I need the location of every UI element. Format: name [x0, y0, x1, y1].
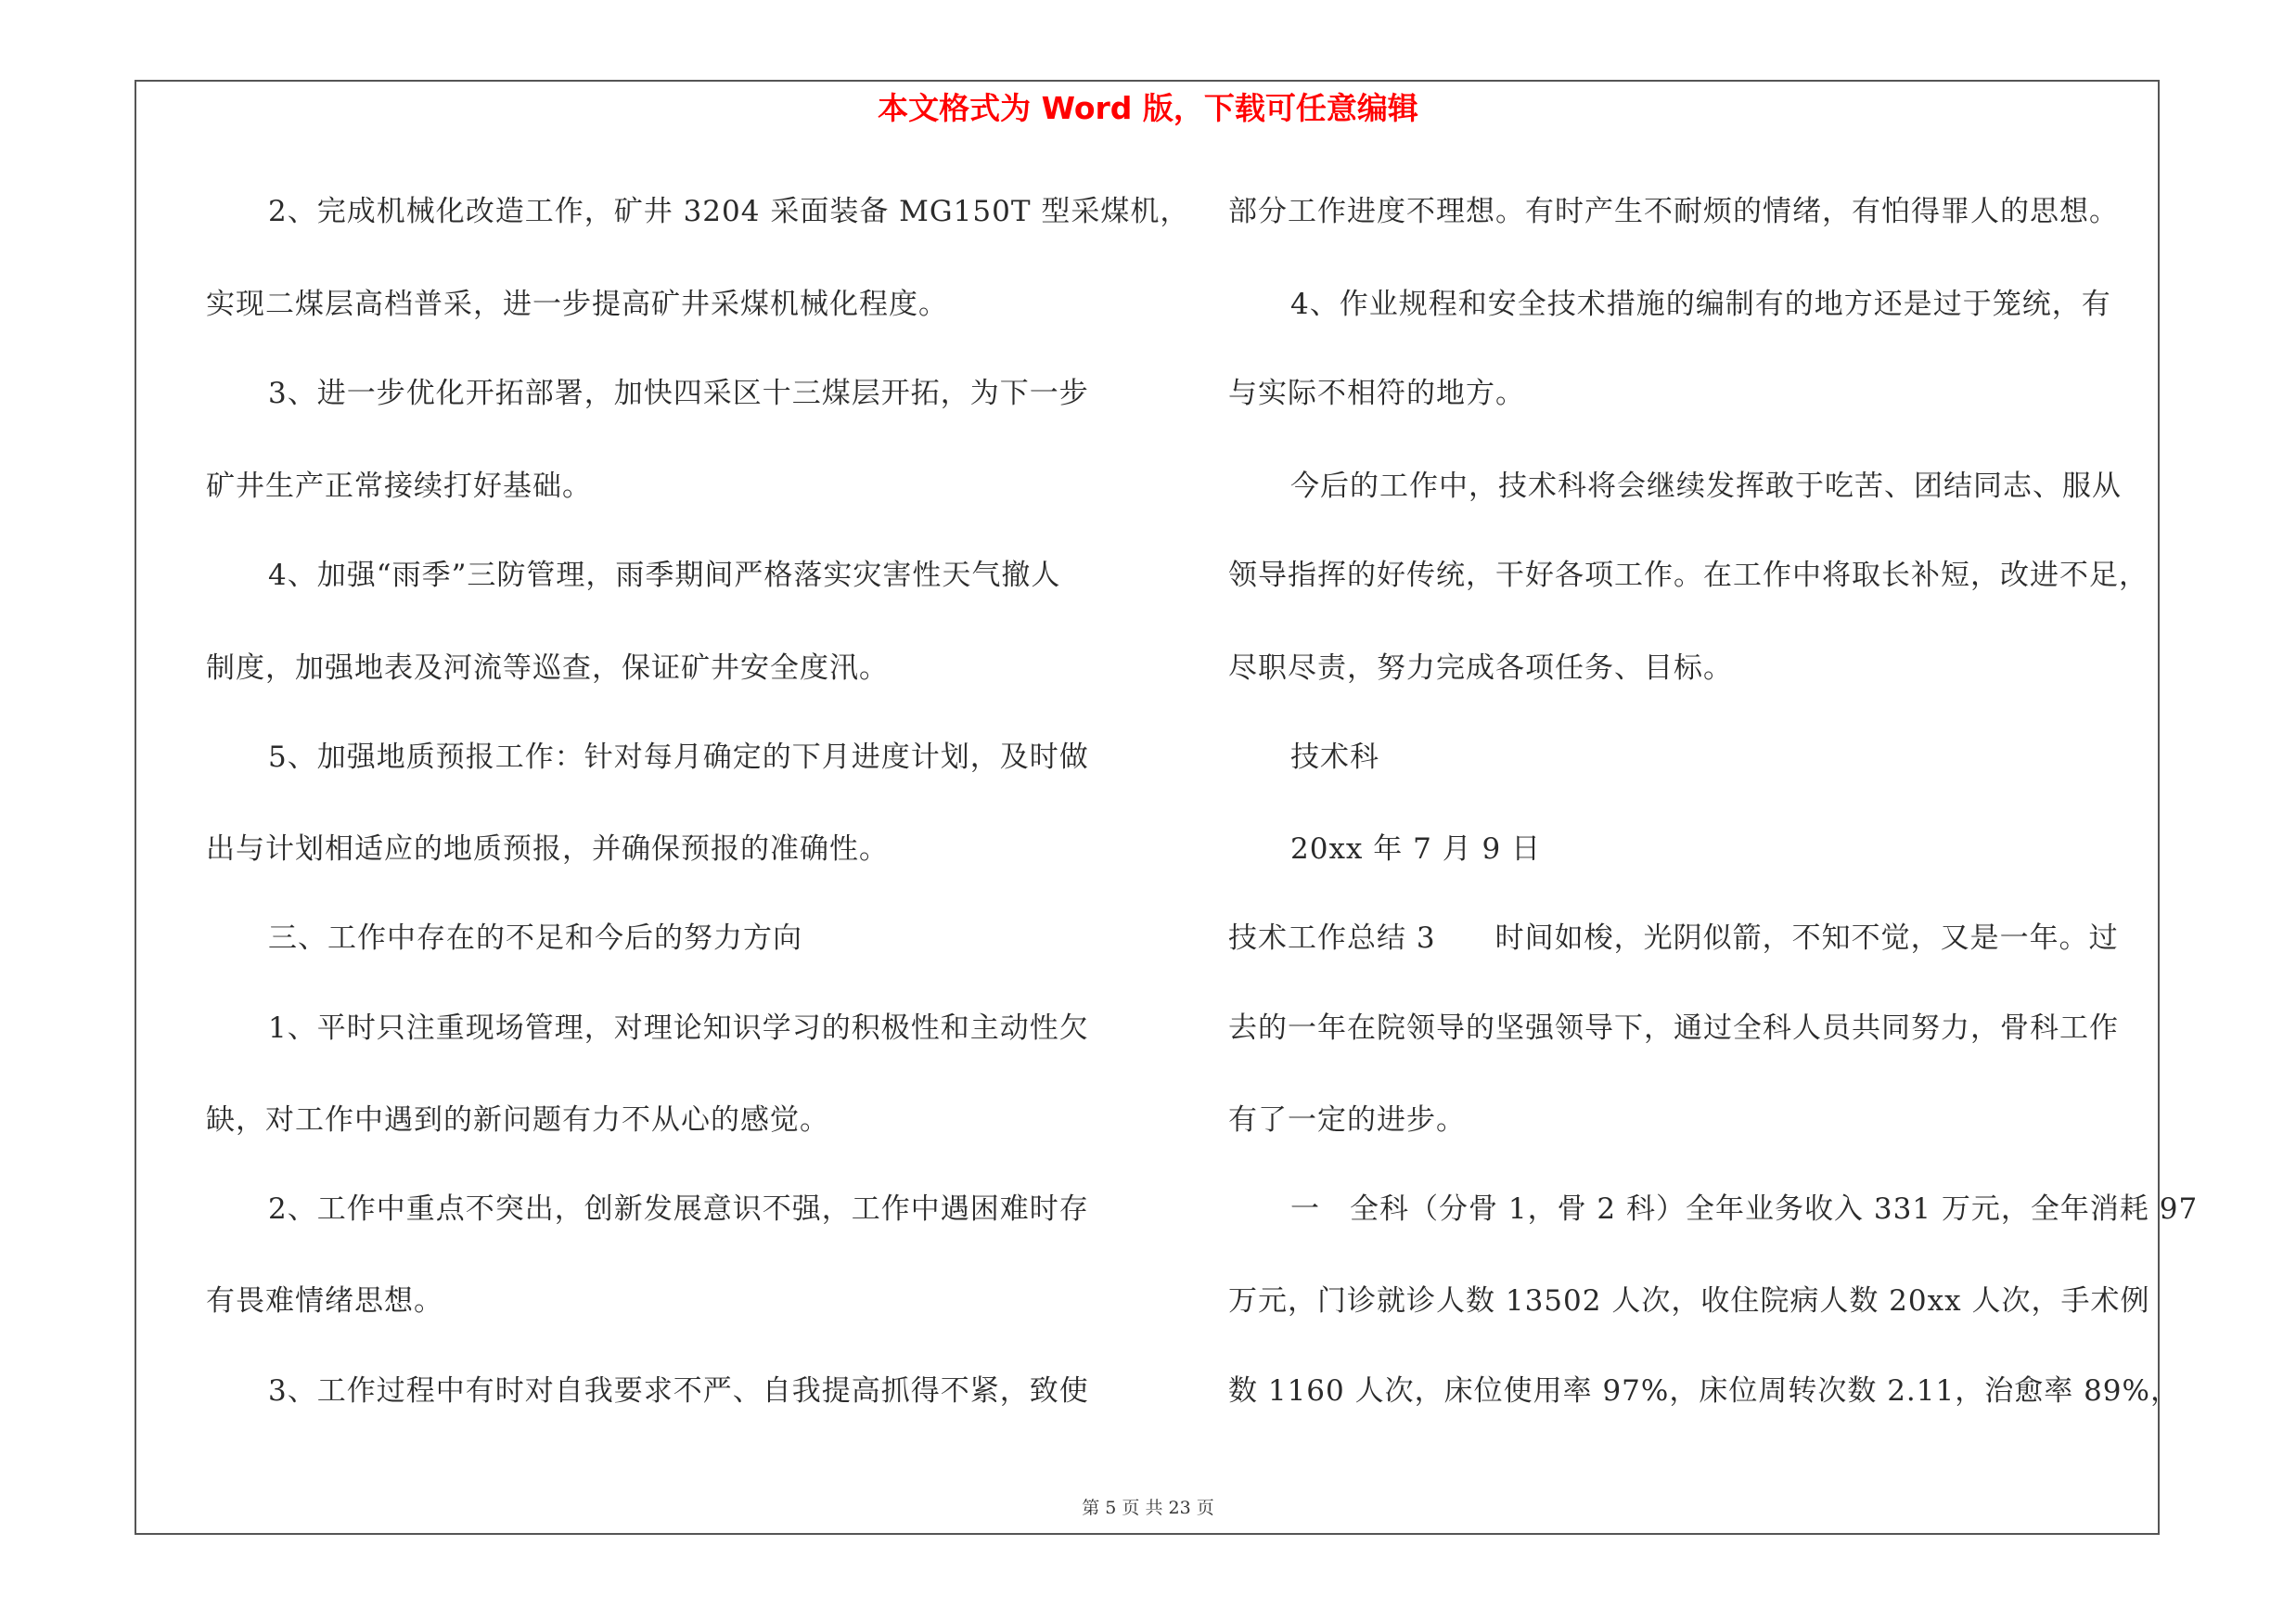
right-line-9: 技术工作总结 3 时间如梭，光阴似箭，不知不觉，又是一年。过	[1228, 921, 2119, 955]
left-line-11: 缺，对工作中遇到的新问题有力不从心的感觉。	[206, 1103, 829, 1137]
right-line-10: 去的一年在院领导的坚强领导下，通过全科人员共同努力，骨科工作	[1228, 1011, 2119, 1045]
left-line-2: 实现二煤层高档普采，进一步提高矿井采煤机械化程度。	[206, 288, 948, 321]
right-line-1: 部分工作进度不理想。有时产生不耐烦的情绪，有怕得罪人的思想。	[1228, 195, 2119, 228]
right-line-14: 数 1160 人次，床位使用率 97%，床位周转次数 2.11，治愈率 89%，	[1228, 1374, 2180, 1408]
signature-date: 20xx 年 7 月 9 日	[1290, 832, 1542, 866]
left-line-8: 出与计划相适应的地质预报，并确保预报的准确性。	[206, 832, 889, 866]
left-line-6: 制度，加强地表及河流等巡查，保证矿井安全度汛。	[206, 651, 889, 685]
left-line-3: 3、进一步优化开拓部署，加快四采区十三煤层开拓，为下一步	[268, 377, 1089, 410]
left-line-4: 矿井生产正常接续打好基础。	[206, 470, 592, 503]
page-number-footer: 第 5 页 共 23 页	[1082, 1498, 1214, 1518]
right-line-11: 有了一定的进步。	[1228, 1103, 1466, 1137]
right-line-13: 万元，门诊就诊人数 13502 人次，收住院病人数 20xx 人次，手术例	[1228, 1284, 2150, 1318]
right-line-4: 今后的工作中，技术科将会继续发挥敢于吃苦、团结同志、服从	[1290, 470, 2122, 503]
left-line-12: 2、工作中重点不突出，创新发展意识不强，工作中遇困难时存	[268, 1192, 1089, 1226]
right-line-6: 尽职尽责，努力完成各项任务、目标。	[1228, 651, 1733, 685]
left-line-10: 1、平时只注重现场管理，对理论知识学习的积极性和主动性欠	[268, 1011, 1089, 1045]
right-line-12: 一 全科（分骨 1，骨 2 科）全年业务收入 331 万元，全年消耗 97	[1290, 1192, 2199, 1226]
left-line-13: 有畏难情绪思想。	[206, 1284, 443, 1318]
left-line-5: 4、加强“雨季”三防管理，雨季期间严格落实灾害性天气撤人	[268, 559, 1061, 592]
right-line-2: 4、作业规程和安全技术措施的编制有的地方还是过于笼统，有	[1290, 288, 2111, 321]
left-line-1: 2、完成机械化改造工作，矿井 3204 采面装备 MG150T 型采煤机，	[268, 195, 1190, 228]
left-line-14: 3、工作过程中有时对自我要求不严、自我提高抓得不紧，致使	[268, 1374, 1089, 1408]
left-line-7: 5、加强地质预报工作：针对每月确定的下月进度计划，及时做	[268, 741, 1089, 774]
left-line-9: 三、工作中存在的不足和今后的努力方向	[268, 921, 802, 955]
right-line-3: 与实际不相符的地方。	[1228, 377, 1525, 410]
word-format-banner: 本文格式为 Word 版，下载可任意编辑	[878, 90, 1418, 126]
signature-department: 技术科	[1290, 741, 1379, 774]
right-line-5: 领导指挥的好传统，干好各项工作。在工作中将取长补短，改进不足，	[1228, 559, 2148, 592]
